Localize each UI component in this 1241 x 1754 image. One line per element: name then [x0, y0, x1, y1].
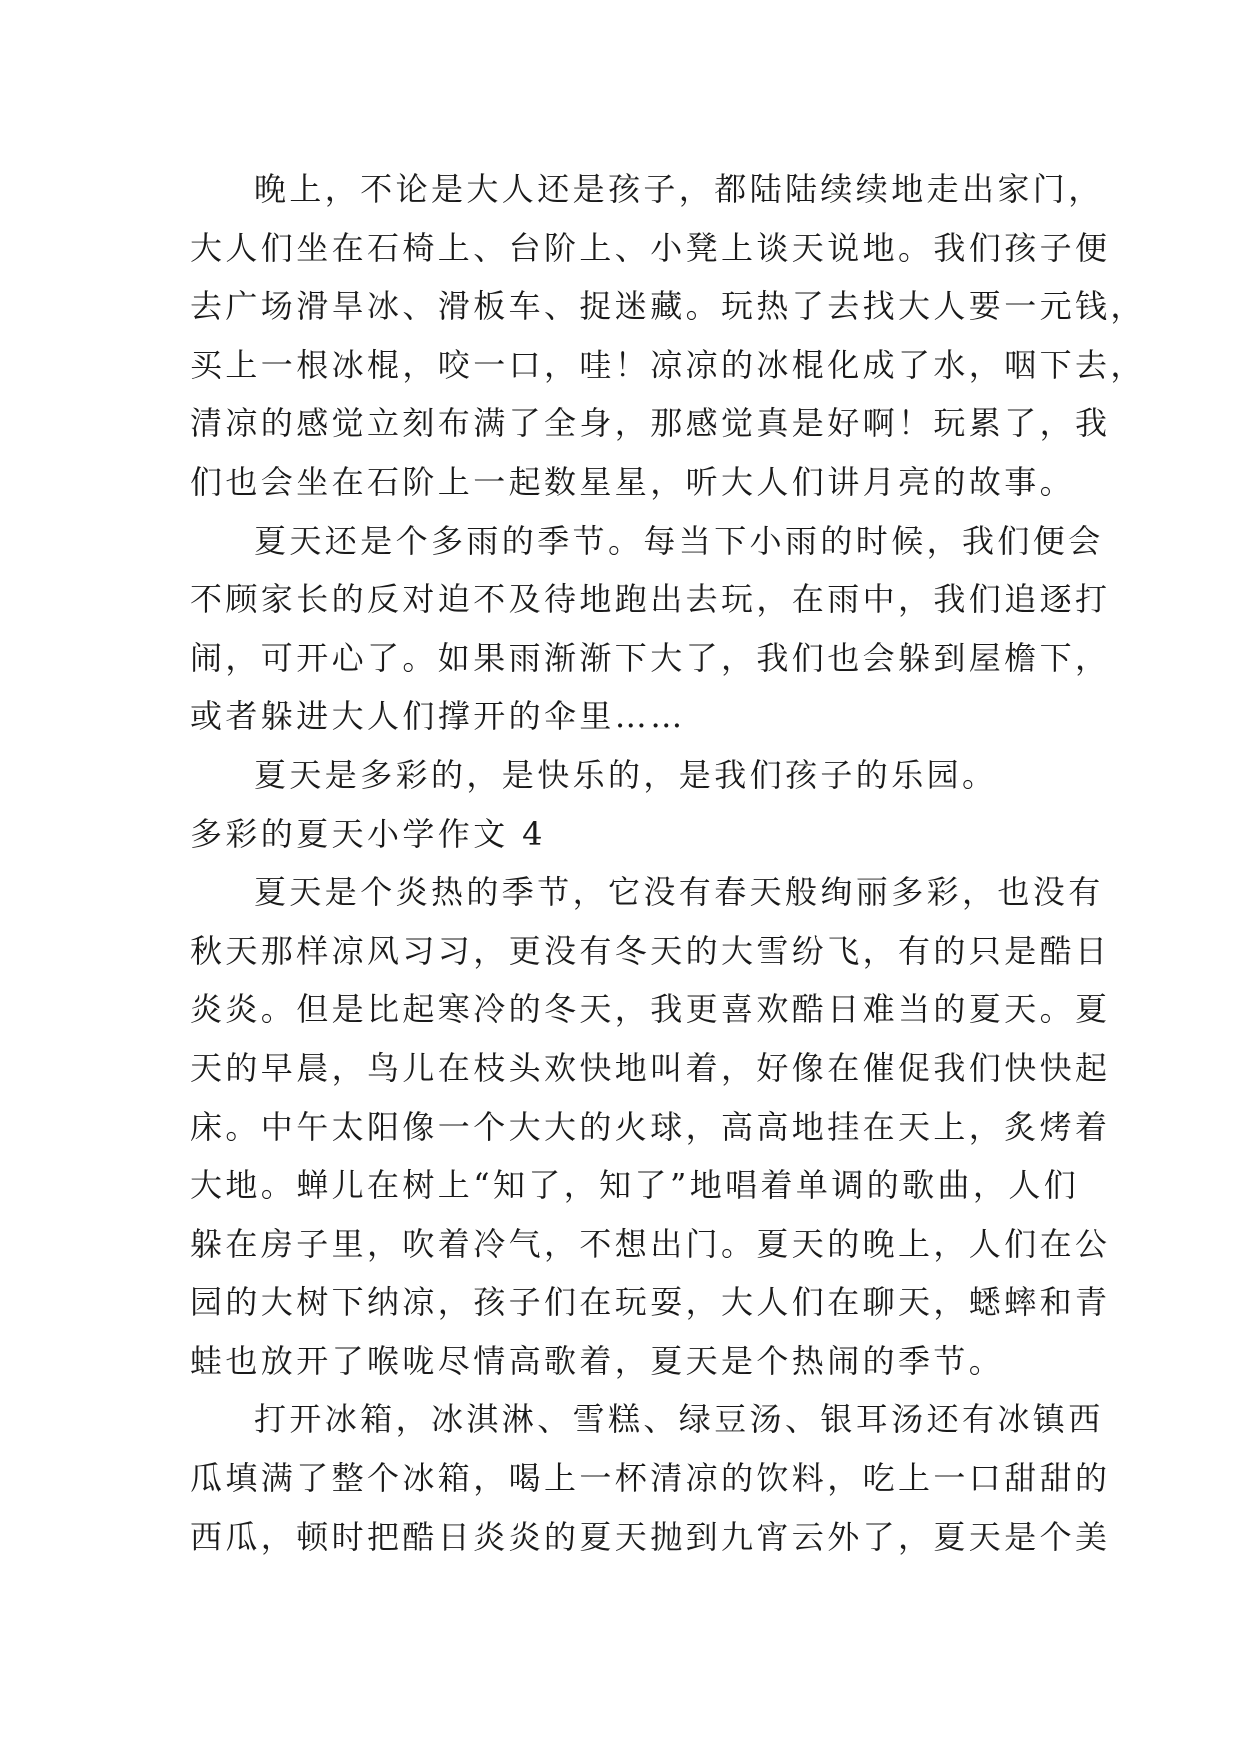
document-body: [190, 160, 1146, 1566]
essay-title: [190, 805, 1070, 864]
text-line: 炎炎。但是比起寒冷的冬天，我更喜欢酷日难当的夏天。夏: [190, 990, 1111, 1029]
text-line: 大人们坐在石椅上、台阶上、小凳上谈天说地。我们孩子便: [190, 228, 1111, 267]
text-line: 或者躲进大人们撑开的伞里……: [190, 697, 686, 736]
text-line: 打开冰箱，冰淇淋、雪糕、绿豆汤、银耳汤还有冰镇西: [254, 1400, 1104, 1439]
text-line: 不顾家长的反对迫不及待地跑出去玩，在雨中，我们追逐打: [190, 580, 1111, 619]
text-line: 去广场滑旱冰、滑板车、捉迷藏。玩热了去找大人要一元钱，: [190, 287, 1146, 326]
text-line: 蛙也放开了喉咙尽情高歌着，夏天是个热闹的季节。: [190, 1341, 1005, 1380]
text-line: 瓜填满了整个冰箱，喝上一杯清凉的饮料，吃上一口甜甜的: [190, 1459, 1111, 1498]
text-line: 夏天是个炎热的季节，它没有春天般绚丽多彩，也没有: [254, 873, 1104, 912]
text-line: 们也会坐在石阶上一起数星星，听大人们讲月亮的故事。: [190, 462, 1076, 501]
text-line: 西瓜，顿时把酷日炎炎的夏天抛到九宵云外了，夏天是个美: [190, 1517, 1111, 1556]
paragraph-conclusion: [190, 746, 1070, 805]
paragraph-rain: [190, 512, 1111, 746]
text-line: 清凉的感觉立刻布满了全身，那感觉真是好啊！玩累了，我: [190, 404, 1111, 443]
text-line: 夏天是多彩的，是快乐的，是我们孩子的乐园。: [254, 755, 998, 794]
text-line: 晚上，不论是大人还是孩子，都陆陆续续地走出家门，: [254, 170, 1104, 208]
text-line: 床。中午太阳像一个大大的火球，高高地挂在天上，炙烤着: [190, 1107, 1111, 1146]
paragraph-fridge: [190, 1390, 1111, 1566]
text-line: 买上一根冰棍，咬一口，哇！凉凉的冰棍化成了水，咽下去，: [190, 345, 1146, 384]
text-line: 闹，可开心了。如果雨渐渐下大了，我们也会躲到屋檐下，: [190, 638, 1111, 677]
heading-text: 多彩的夏天小学作文 4: [190, 814, 546, 853]
text-line: 大地。蝉儿在树上“知了，知了”地唱着单调的歌曲，人们: [190, 1166, 1080, 1205]
text-line: 躲在房子里，吹着冷气，不想出门。夏天的晚上，人们在公: [190, 1224, 1111, 1263]
paragraph-hot-summer: [190, 863, 1111, 1390]
paragraph-evening: [190, 160, 1146, 512]
text-line: 夏天还是个多雨的季节。每当下小雨的时候，我们便会: [254, 521, 1104, 560]
text-line: 园的大树下纳凉，孩子们在玩耍，大人们在聊天，蟋蟀和青: [190, 1283, 1111, 1322]
text-line: 秋天那样凉风习习，更没有冬天的大雪纷飞，有的只是酷日: [190, 931, 1111, 970]
text-line: 天的早晨，鸟儿在枝头欢快地叫着，好像在催促我们快快起: [190, 1048, 1111, 1087]
